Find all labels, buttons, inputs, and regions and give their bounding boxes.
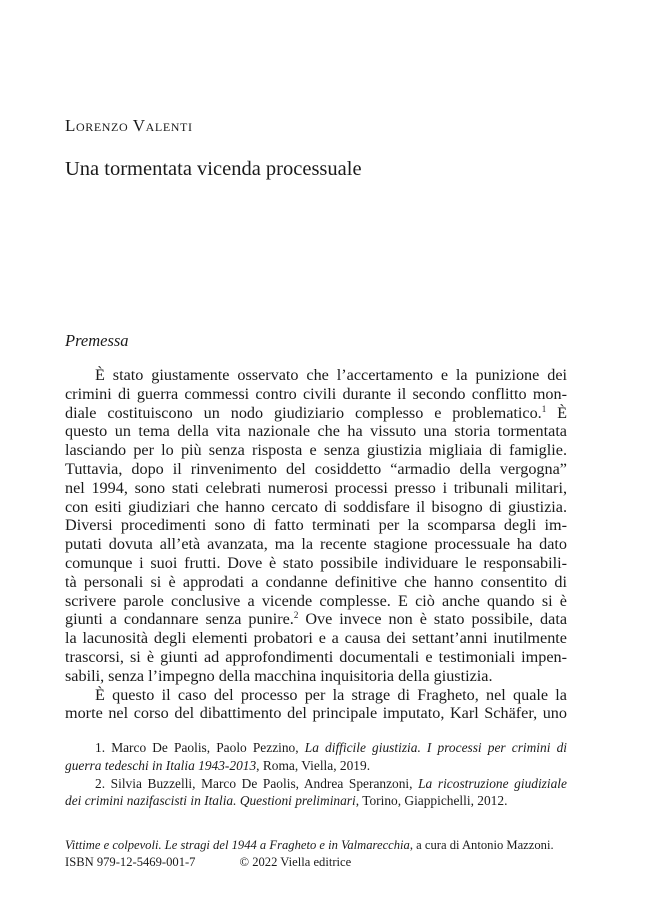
footnote-title: La difficile giustizia. I processi per crimini di	[304, 740, 567, 755]
body-line: questo un tema della vita nazionale che ha vissuto una storia tormentata	[65, 422, 567, 441]
body-line: putati dovuta all’età avanzata, ma la recente stagione processuale ha dato	[65, 535, 567, 554]
body-line: trascorsi, si è giunti ad approfondimenti documentali e testimoniali impen-	[65, 647, 567, 666]
footnote-number: 2.	[95, 775, 106, 791]
body-line: la lacunosità degli elementi probatori e a causa dei settant’anni inutilmente	[65, 629, 567, 648]
footnote-title: dei crimini nazifascisti in Italia. Questioni preliminari	[65, 793, 356, 809]
footnote-1	[65, 739, 567, 757]
footnote-ref: 2	[293, 610, 299, 621]
footer-isbn-line	[65, 854, 585, 871]
body-line: scrivere parole conclusive a vicende complesse. E ciò anche quando si è	[65, 591, 567, 610]
book-title: Vittime e colpevoli. Le stragi del 1944 a Fragheto e in Valmarecchia	[65, 838, 410, 852]
footnote-2	[65, 775, 567, 793]
footnote-authors: Marco De Paolis, Paolo Pezzino,	[111, 740, 299, 755]
body-line	[65, 610, 567, 629]
footnote-publisher: , Torino, Giappichelli, 2012.	[355, 793, 508, 809]
footnote-1-cont	[65, 757, 567, 775]
footnote-title: La ricostruzione giudiziale	[418, 775, 567, 791]
body-line-text: Ove invece non è stato possibile, data	[305, 610, 568, 629]
footnote-number: 1.	[95, 740, 106, 755]
body-line-text: diale costituiscono un nodo giudiziario complesso e problematico.	[65, 403, 542, 422]
body-line-text: È	[557, 403, 568, 422]
footnote-authors: Silvia Buzzelli, Marco De Paolis, Andrea Speranzoni,	[110, 775, 413, 791]
footnote-ref: 1	[541, 403, 547, 414]
footnote-title: guerra tedeschi in Italia 1943-2013	[65, 757, 257, 773]
body-line: nel 1994, sono stati celebrati numerosi processi presso i tribunali militari,	[65, 478, 567, 497]
body-line: È stato giustamente osservato che l’accertamento e la punizione dei	[95, 366, 567, 384]
footnotes	[65, 739, 567, 810]
copyright: © 2022 Viella editrice	[239, 854, 352, 869]
footnote-2-cont	[65, 792, 567, 810]
page-footer	[65, 837, 585, 870]
footer-citation	[65, 837, 585, 854]
body-line: È questo il caso del processo per la strage di Fragheto, nel quale la	[95, 685, 567, 704]
body-line: comunque i suoi frutti. Dove è stato possibile individuare le responsabili-	[65, 553, 567, 572]
author-name: Lorenzo Valenti	[65, 116, 193, 135]
body-line: Tuttavia, dopo il rinvenimento del cosiddetto “armadio della vergogna”	[65, 459, 567, 478]
body-line: sabili, senza l’impegno della macchina inquisitoria della giustizia.	[65, 666, 493, 685]
body-line: crimini di guerra commessi contro civili durante il secondo conflitto mon-	[65, 384, 567, 403]
body-line: con esiti giudiziari che hanno cercato di soddisfare il bisogno di giustizia.	[65, 497, 567, 516]
body-line: tà personali si è approdati a condanne definitive che hanno consentito di	[65, 572, 567, 591]
body-line: lasciando per lo più senza risposta e senza giustizia migliaia di famiglie.	[65, 441, 567, 460]
isbn: ISBN 979-12-5469-001-7	[65, 854, 196, 869]
body-text	[65, 366, 567, 723]
footnote-publisher: , Roma, Viella, 2019.	[256, 757, 371, 773]
body-line	[65, 404, 567, 423]
body-line-text: giunti a condannare senza punire.	[65, 610, 294, 629]
section-heading: Premessa	[65, 331, 129, 350]
book-editor: , a cura di Antonio Mazzoni.	[409, 838, 554, 852]
body-line: morte nel corso del dibattimento del principale imputato, Karl Schäfer, uno	[65, 704, 567, 723]
chapter-title: Una tormentata vicenda processuale	[65, 158, 362, 180]
body-line: Diversi procedimenti sono di fatto terminati per la scomparsa degli im-	[65, 516, 567, 535]
